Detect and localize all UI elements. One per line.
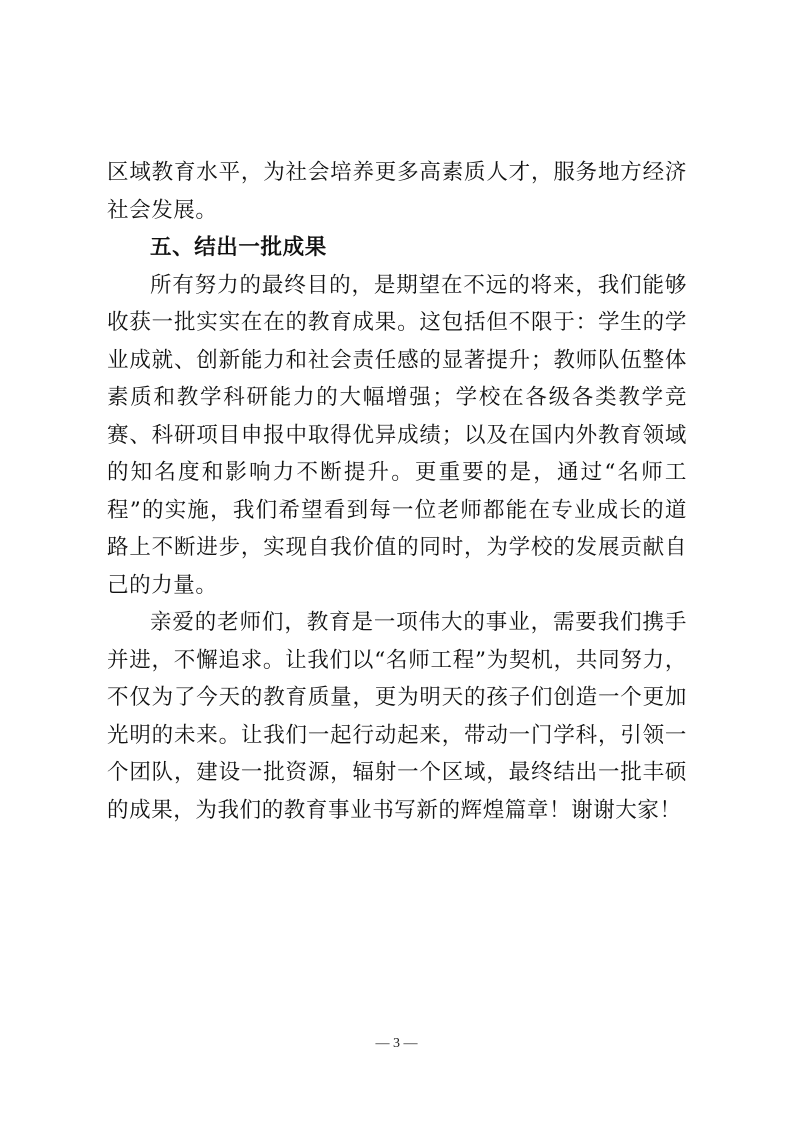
document-body [107,154,687,829]
page-number: — 3 — [375,1036,418,1051]
section-heading: 五、结出一批成果 [150,235,327,260]
body-paragraph: 所有努力的最终目的，是期望在不远的将来，我们能够收获一批实实在在的教育成果。这包括但不限于：学生的学业成就、创新能力和社会责任感的显著提升；教师队伍整体素质和教学科研能力的大幅增强；学校在各级各类教学竞赛、科研项目申报中取得优异成绩；以及在国内外教育领域的知名度和影响力不断提升。更重要的是，通过“名师工程”的实施，我们希望看到每一位老师都能在专业成长的道路上不断进步，实现自我价值的同时，为学校的发展贡献自己的力量。 [107,272,687,598]
closing-paragraph: 亲爱的老师们，教育是一项伟大的事业，需要我们携手并进，不懈追求。让我们以“名师工程”为契机，共同努力，不仅为了今天的教育质量，更为明天的孩子们创造一个更加光明的未来。让我们一起行动起来，带动一门学科，引领一个团队，建设一批资源，辐射一个区域，最终结出一批丰硕的成果，为我们的教育事业书写新的辉煌篇章！谢谢大家！ [107,610,687,823]
continuation-paragraph: 区域教育水平，为社会培养更多高素质人才，服务地方经济社会发展。 [107,160,687,223]
